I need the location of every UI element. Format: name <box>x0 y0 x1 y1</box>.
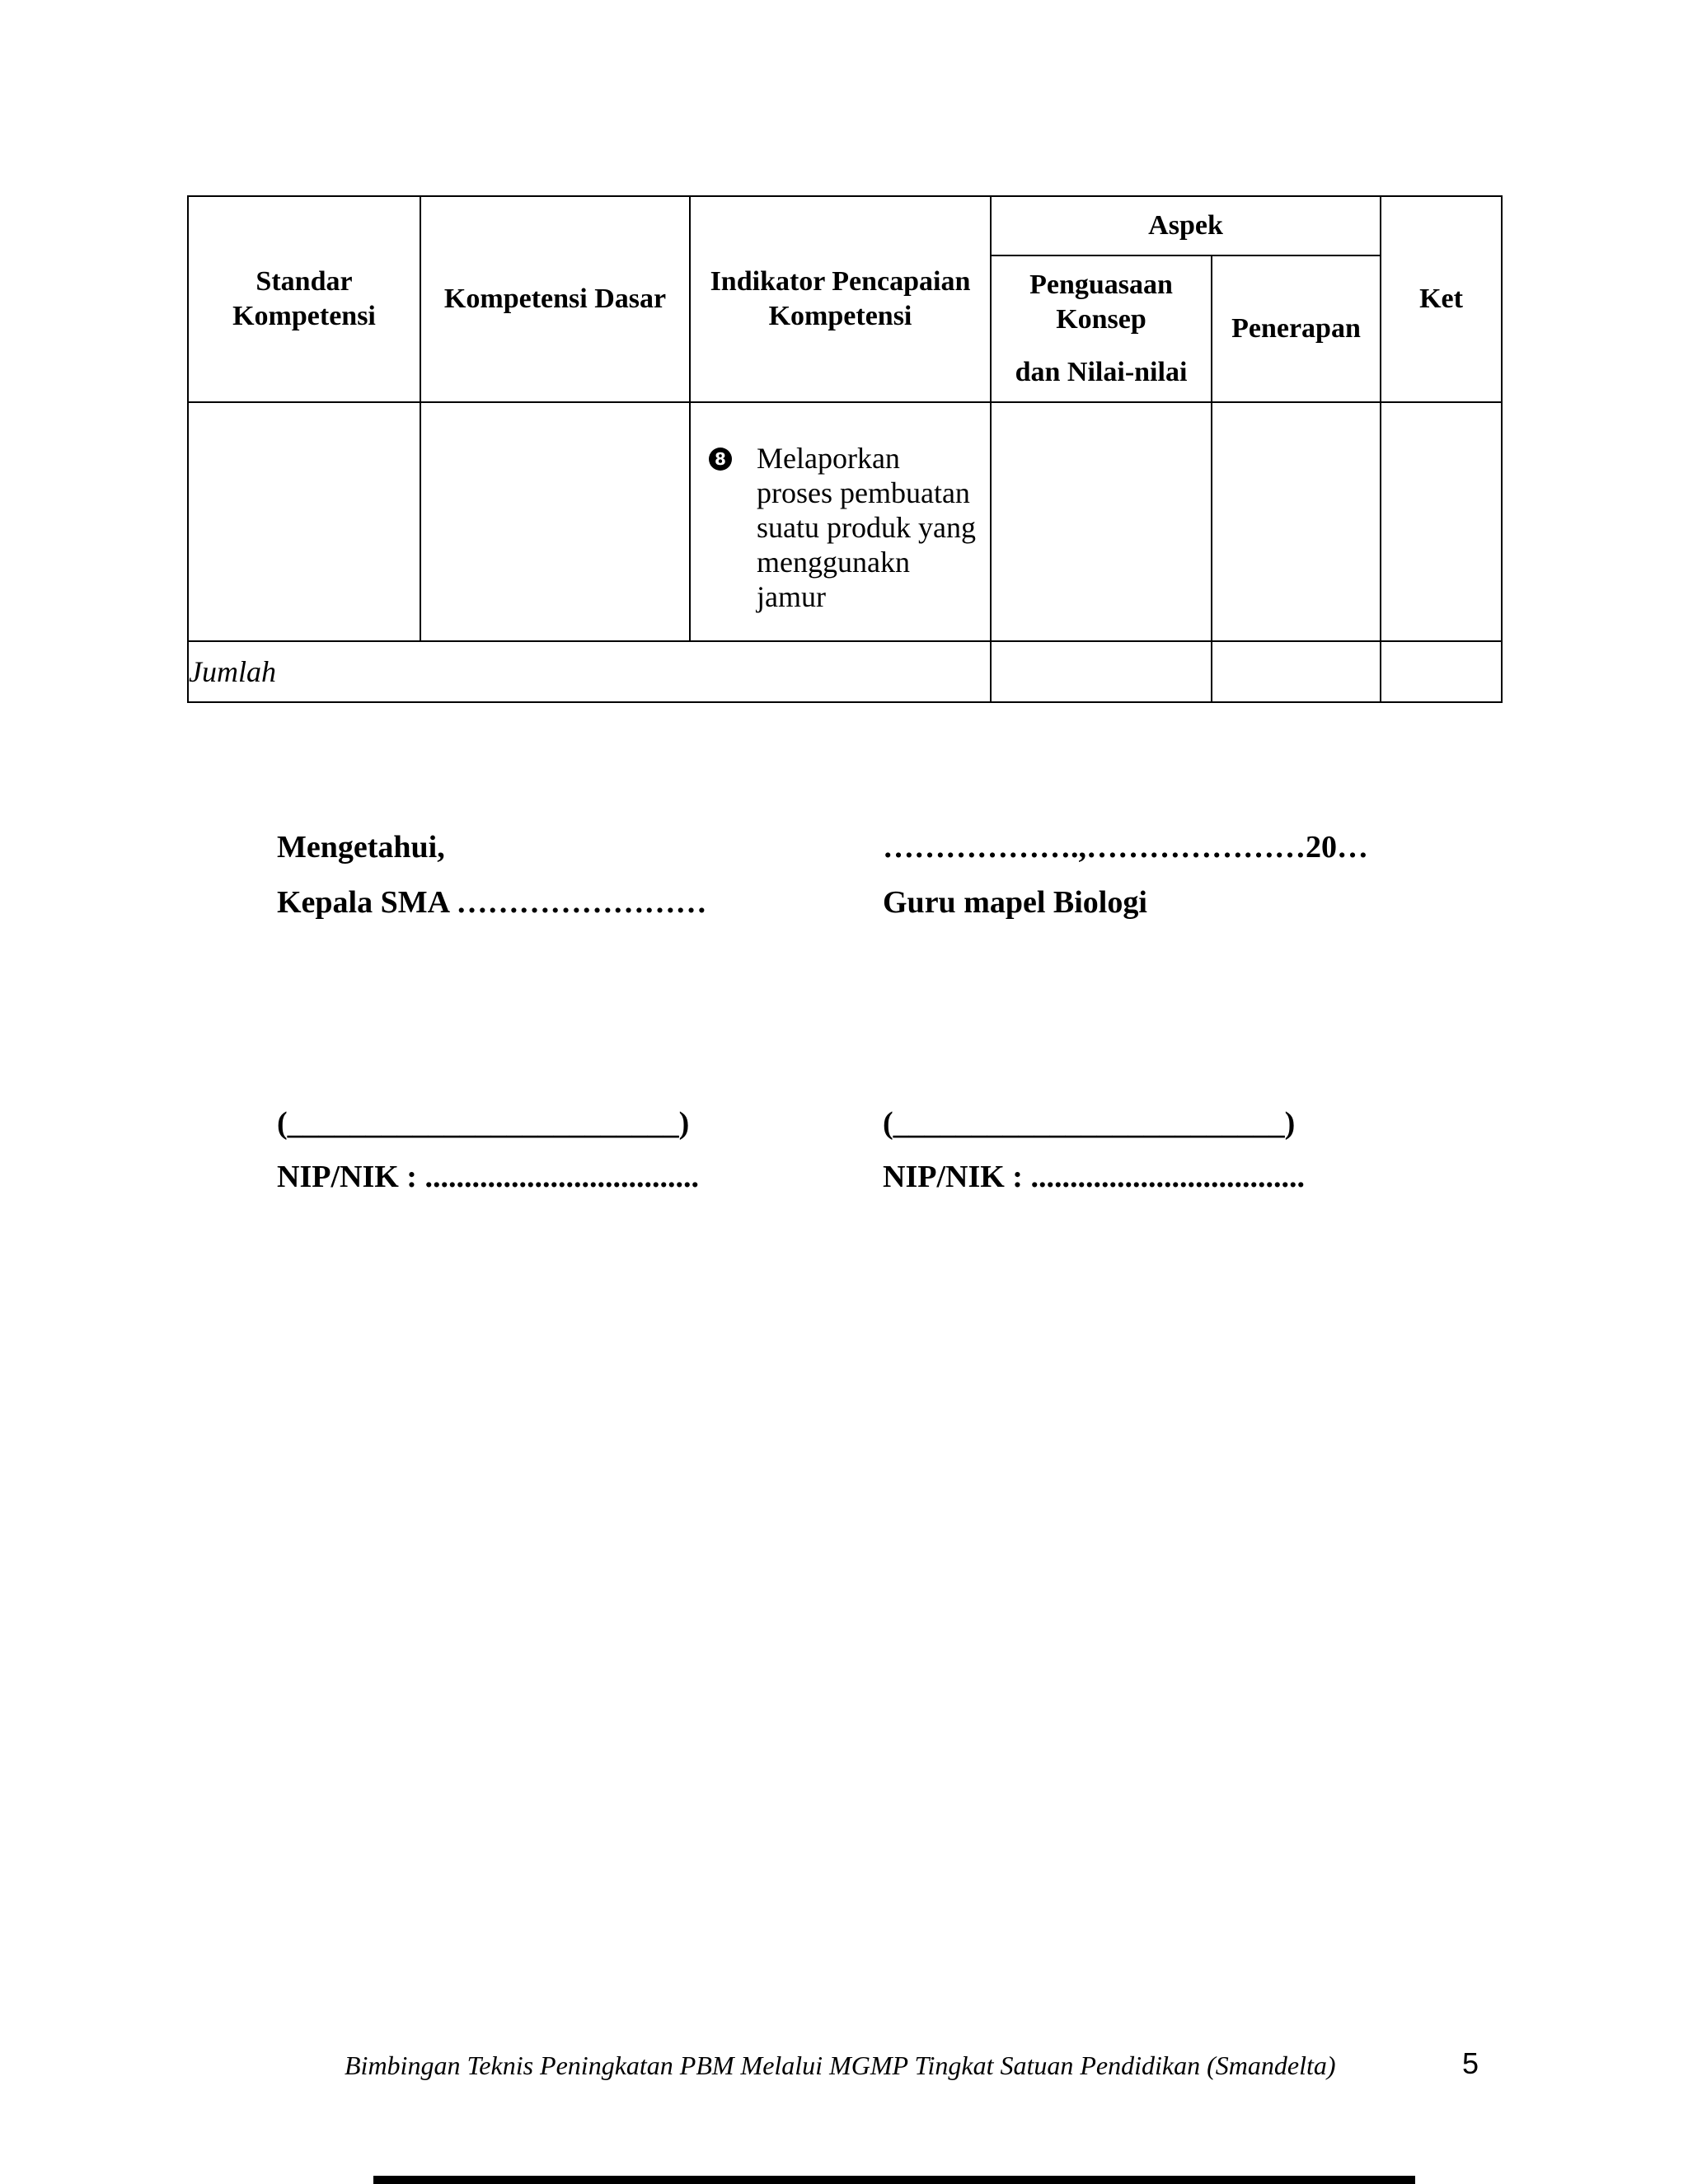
cell-standar-kompetensi <box>188 402 420 641</box>
total-penguasaan-konsep <box>991 641 1212 702</box>
sig-left-acknowledged: Mengetahui, <box>277 830 445 865</box>
indikator-number-badge: 8 <box>709 448 732 471</box>
cell-indikator <box>690 402 991 641</box>
cell-ket <box>1381 402 1502 641</box>
sig-left-title: Kepala SMA …………………… <box>277 885 707 920</box>
header-kompetensi-dasar: Kompetensi Dasar <box>420 196 690 402</box>
footer-rule <box>373 2176 1415 2184</box>
sig-right-nip: NIP/NIK : ................................... <box>883 1160 1305 1194</box>
table-row <box>188 402 1502 641</box>
header-penguasaan-konsep-line2: dan Nilai-nilai <box>1015 357 1188 387</box>
total-penerapan <box>1212 641 1381 702</box>
header-penguasaan-konsep <box>991 255 1212 402</box>
indikator-text: Melaporkan proses pembuatan suatu produk yang menggunakn jamur <box>757 442 976 613</box>
total-row <box>188 641 1502 702</box>
header-penguasaan-konsep-line1: Penguasaan Konsep <box>1029 269 1173 335</box>
cell-penerapan <box>1212 402 1381 641</box>
sig-right-title: Guru mapel Biologi <box>883 885 1147 920</box>
total-label: Jumlah <box>188 641 991 702</box>
total-ket <box>1381 641 1502 702</box>
cell-penguasaan-konsep <box>991 402 1212 641</box>
indikator-item <box>691 429 990 614</box>
header-aspek: Aspek <box>991 196 1381 255</box>
assessment-table <box>187 195 1503 703</box>
sig-left-name-blank: (_________________________) <box>277 1106 690 1141</box>
page-number: 5 <box>1462 2046 1479 2080</box>
sig-right-place-date: ……………….,…………………20… <box>883 830 1368 865</box>
table-header-row <box>188 196 1502 255</box>
sig-left-nip: NIP/NIK : ................................... <box>277 1160 699 1194</box>
cell-kompetensi-dasar <box>420 402 690 641</box>
header-ket: Ket <box>1381 196 1502 402</box>
header-indikator: Indikator Pencapaian Kompetensi <box>690 196 991 402</box>
header-standar-kompetensi: Standar Kompetensi <box>188 196 420 402</box>
footer-text: Bimbingan Teknis Peningkatan PBM Melalui MGMP Tingkat Satuan Pendidikan (Smandelta) <box>345 2050 1336 2080</box>
sig-right-name-blank: (_________________________) <box>883 1106 1296 1141</box>
header-penerapan: Penerapan <box>1212 255 1381 402</box>
